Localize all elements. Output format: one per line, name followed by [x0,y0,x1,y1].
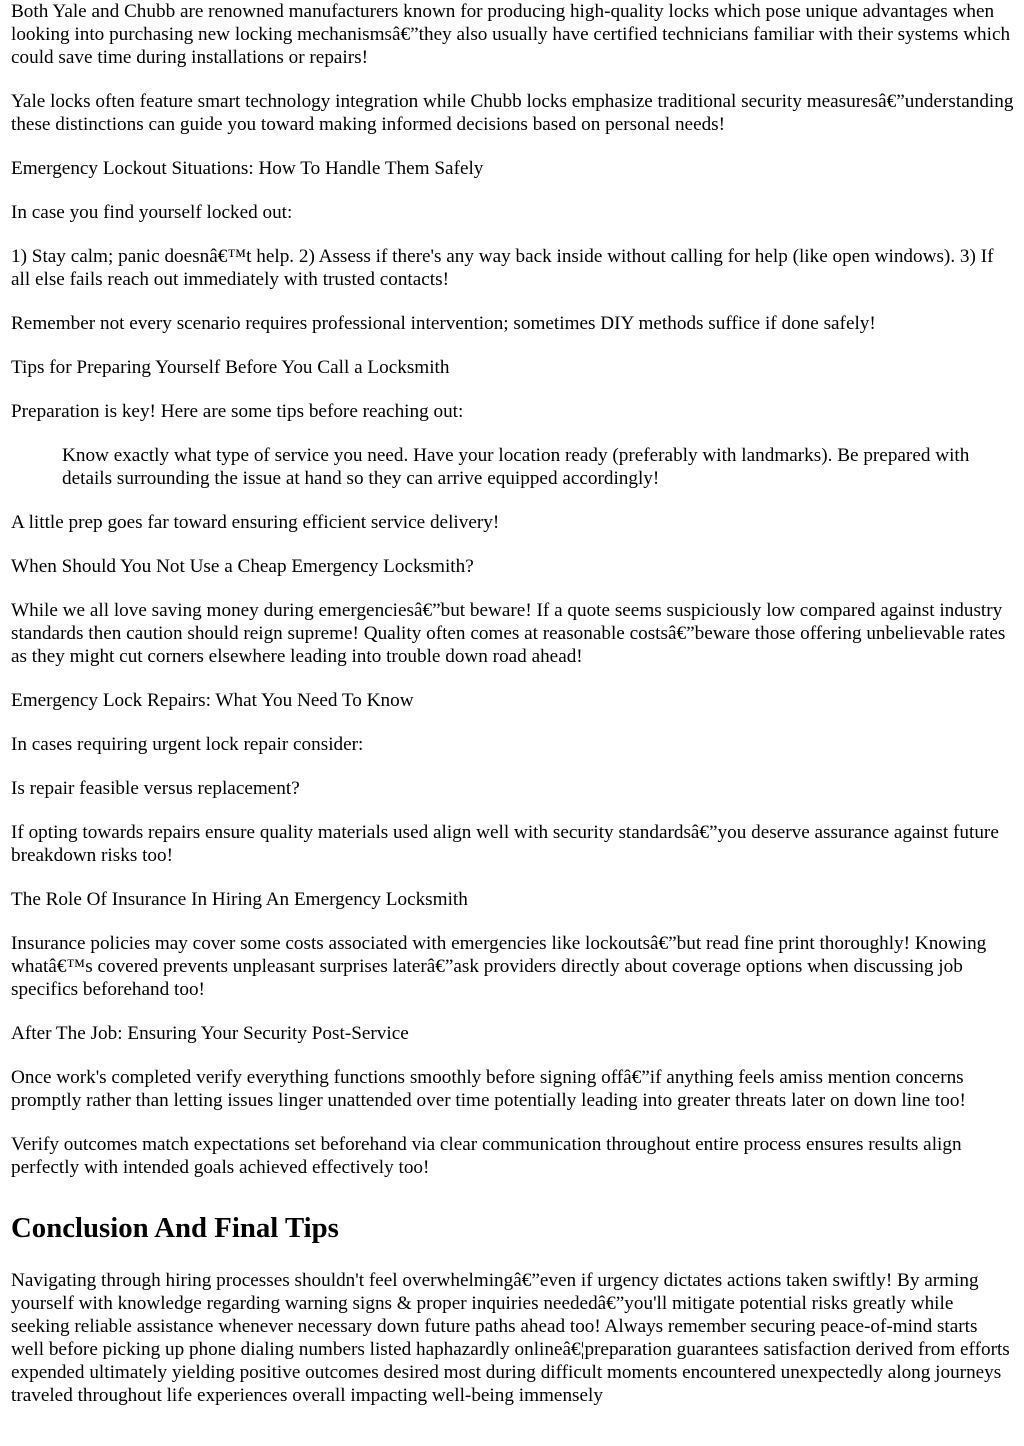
heading-tips: Tips for Preparing Yourself Before You Call a Locksmith [11,357,450,378]
paragraph-after-work: Once work's completed verify everything functions smoothly before signing offâ€”if anything feels amiss mention concerns promptly rather than letting issues linger unattended over time potentially leading into greater threats later on down line too! [11,1067,966,1111]
paragraph-insurance: Insurance policies may cover some costs associated with emergencies like lockoutsâ€”but read fine print thoroughly! Knowing whatâ€™s covered prevents unpleasant surprises laterâ€”ask providers directly about coverage options when discussing job specifics beforehand too! [11,933,987,1000]
paragraph-feasible: Is repair feasible versus replacement? [11,778,300,799]
heading-after: After The Job: Ensuring Your Security Post-Service [11,1023,409,1044]
paragraph-verify: Verify outcomes match expectations set beforehand via clear communication throughout entire process ensures results align perfectly with intended goals achieved effectively too! [11,1134,962,1178]
paragraph-repairs-quality: If opting towards repairs ensure quality materials used align well with security standardsâ€”you deserve assurance against future breakdown risks too! [11,822,999,866]
paragraph-prep: A little prep goes far toward ensuring efficient service delivery! [11,512,500,533]
quote-tips: Know exactly what type of service you need. Have your location ready (preferably with landmarks). Be prepared with details surrounding the issue at hand so they can arrive equipped accordingly! [62,445,970,489]
heading-repairs: Emergency Lock Repairs: What You Need To Know [11,690,414,711]
paragraph-lockout-steps: 1) Stay calm; panic doesnâ€™t help. 2) Assess if there's any way back inside without calling for help (like open windows). 3) If all else fails reach out immediately with trusted contacts! [11,246,994,290]
heading-cheap: When Should You Not Use a Cheap Emergency Locksmith? [11,556,474,577]
paragraph-preparation: Preparation is key! Here are some tips before reaching out: [11,401,464,422]
heading-lockout: Emergency Lockout Situations: How To Handle Them Safely [11,158,484,179]
paragraph-cheap: While we all love saving money during emergenciesâ€”but beware! If a quote seems suspiciously low compared against industry standards then caution should reign supreme! Quality often comes at reasonable costsâ€”beware those offering unbelievable rates as they might cut corners elsewhere leading into trouble down road ahead! [11,600,1006,667]
paragraph-diy: Remember not every scenario requires professional intervention; sometimes DIY methods suffice if done safely! [11,313,876,334]
paragraph-yale-smart: Yale locks often feature smart technology integration while Chubb locks emphasize traditional security measuresâ€”understanding these distinctions can guide you toward making informed decisions based on personal needs! [11,91,1014,135]
paragraph-conclusion: Navigating through hiring processes shouldn't feel overwhelmingâ€”even if urgency dictates actions taken swiftly! By arming yourself with knowledge regarding warning signs & proper inquiries neededâ€”you'll mitigate potential risks greatly while seeking reliable assistance whenever necessary down future paths ahead too! Always remember securing peace-of-mind starts well before picking up phone dialing numbers listed haphazardly onlineâ€¦preparation guarantees satisfaction derived from efforts expended ultimately yielding positive outcomes desired most during difficult moments encountered unexpectedly along journeys traveled throughout life experiences overall impacting well-being immensely [11,1270,1010,1406]
paragraph-urgent-repair: In cases requiring urgent lock repair consider: [11,734,364,755]
heading-conclusion: Conclusion And Final Tips [11,1212,339,1244]
heading-insurance: The Role Of Insurance In Hiring An Emergency Locksmith [11,889,468,910]
paragraph-yale-chubb: Both Yale and Chubb are renowned manufacturers known for producing high-quality locks which pose unique advantages when looking into purchasing new locking mechanismsâ€”they also usually have certified technicians familiar with their systems which could save time during installations or repairs! [11,1,1011,68]
paragraph-locked-out: In case you find yourself locked out: [11,202,293,223]
